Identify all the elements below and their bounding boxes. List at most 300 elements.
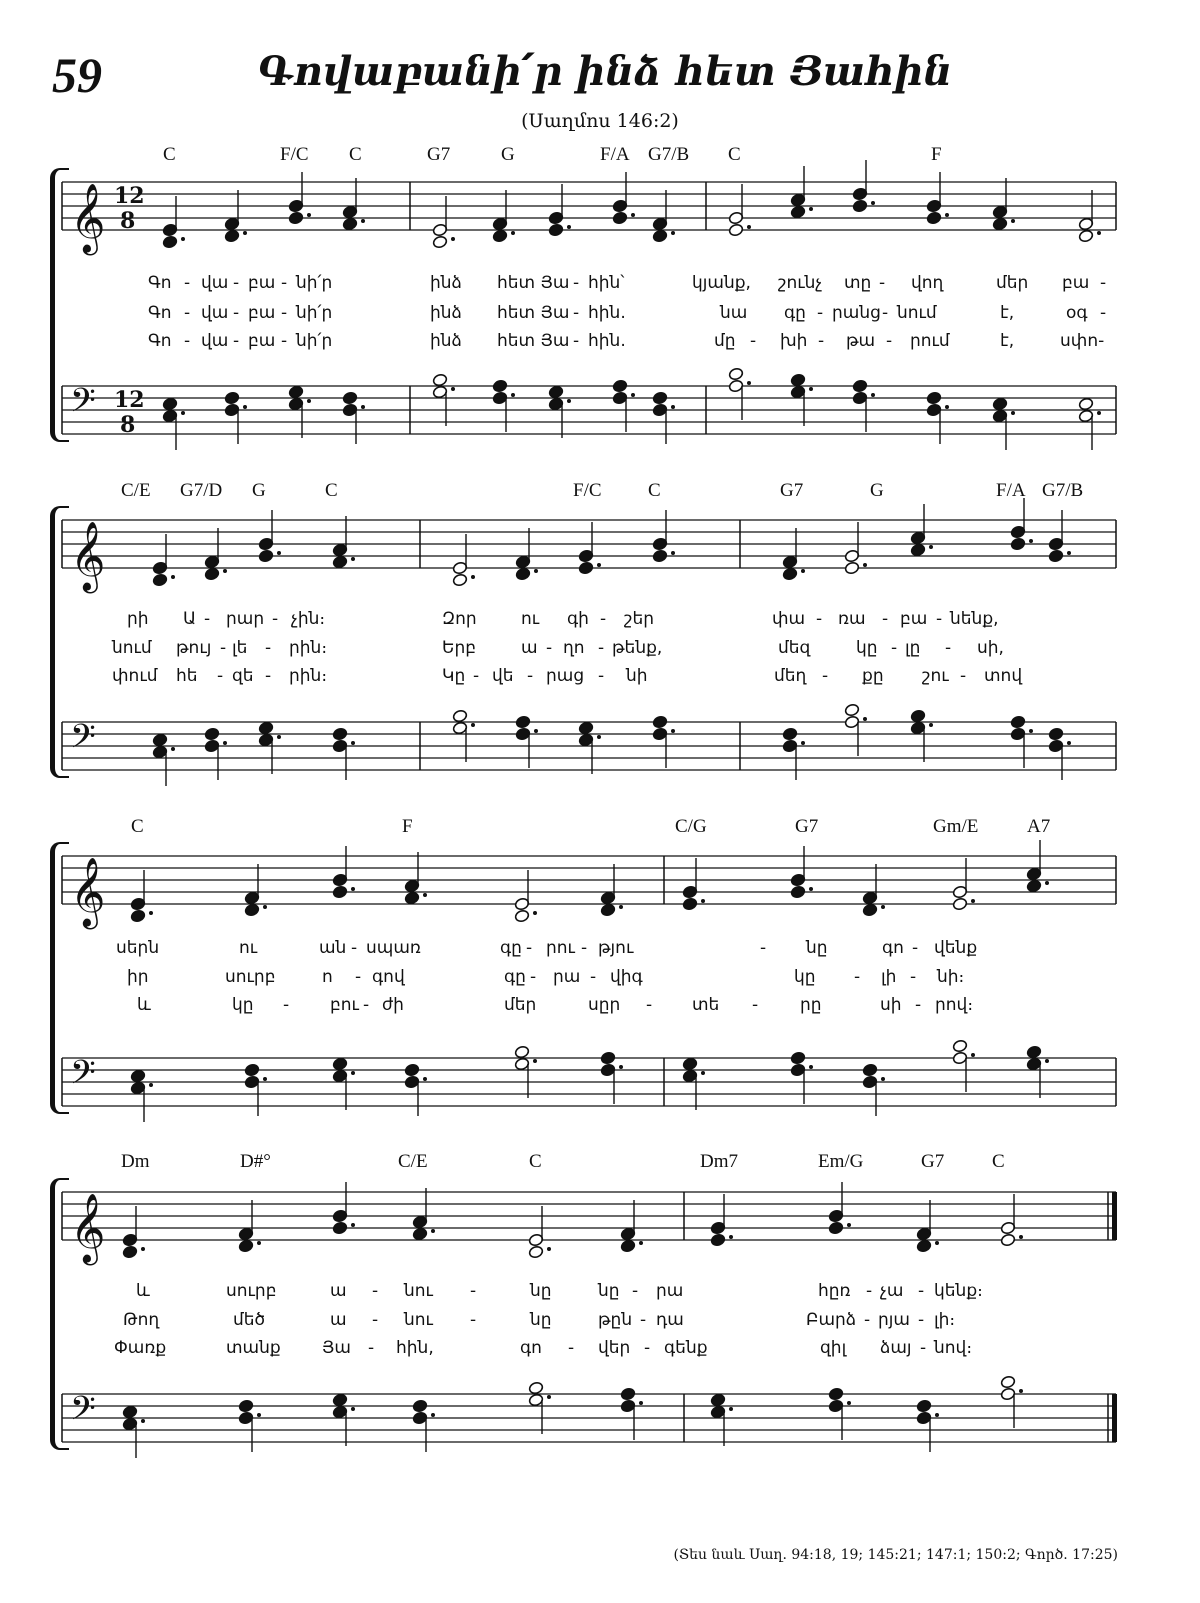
lyric-syllable: է, (1000, 331, 1015, 351)
lyric-hyphen: - (920, 1338, 927, 1358)
note-chord (578, 522, 601, 575)
note-head (1078, 229, 1094, 243)
dot (929, 545, 933, 549)
lyric-syllable: րյա (878, 1310, 910, 1330)
chord-symbol: F/C (573, 480, 602, 501)
lyric-syllable: ո (322, 967, 333, 987)
lyric-syllable: նը (530, 1310, 552, 1330)
dot (1029, 539, 1033, 543)
note-head (224, 229, 240, 243)
note-head (412, 1227, 428, 1241)
note-head (710, 1393, 726, 1407)
note-head (782, 567, 798, 581)
lyric-syllable: մեր (504, 995, 537, 1015)
dot (1045, 881, 1049, 885)
lyric-syllable: Գո (148, 273, 172, 293)
note-chord (790, 1051, 813, 1104)
lyric-syllable: նի։ (937, 967, 965, 987)
note-chord (782, 528, 805, 581)
chord-symbol: C/E (398, 1151, 428, 1172)
lyric-syllable: զե (232, 666, 254, 686)
lyric-hyphen: - (879, 273, 886, 293)
note-chord (828, 1182, 851, 1235)
note-head (332, 885, 348, 899)
lyric-syllable: լը (905, 638, 921, 658)
lyric-hyphen: - (473, 666, 480, 686)
final-barline-thick (1112, 1394, 1117, 1442)
note-chord (1000, 1375, 1023, 1428)
note-chord (828, 1387, 851, 1440)
note-head (548, 385, 564, 399)
note-head (578, 561, 594, 575)
note-head (926, 211, 942, 225)
note-chord (288, 385, 311, 438)
note-chord (432, 373, 455, 426)
lyric-syllable: Յա (322, 1338, 351, 1358)
chord-symbol: F (402, 816, 413, 837)
note-head (652, 229, 668, 243)
note-head (652, 549, 668, 563)
note-head (620, 1387, 636, 1401)
lyric-hyphen: - (598, 666, 605, 686)
chord-symbol: F/A (600, 144, 630, 165)
treble-clef-icon: 𝄞 (70, 1193, 106, 1263)
dot (471, 575, 475, 579)
note-head (332, 1393, 348, 1407)
lyric-hyphen: - (886, 331, 893, 351)
dot (631, 213, 635, 217)
lyric-syllable: ինձ (430, 303, 462, 323)
lyric-syllable: վեր (598, 1338, 631, 1358)
dot (533, 911, 537, 915)
lyric-syllable: րին։ (289, 638, 328, 658)
dot (181, 237, 185, 241)
note-chord (514, 870, 537, 923)
lyric-syllable: բա (248, 303, 276, 323)
lyric-hyphen: - (632, 1281, 639, 1301)
note-head (1026, 879, 1042, 893)
lyric-hyphen: - (470, 1281, 477, 1301)
lyric-hyphen: - (573, 273, 580, 293)
note-head (612, 379, 628, 393)
lyric-syllable: րաց (546, 666, 585, 686)
lyric-syllable: հին. (588, 303, 626, 323)
note-chord (790, 846, 813, 899)
dot (871, 201, 875, 205)
lyric-syllable: է, (1000, 303, 1015, 323)
chord-symbol: D#° (240, 1151, 271, 1172)
lyric-syllable: րու (546, 938, 575, 958)
note-head (916, 1239, 932, 1253)
note-head (122, 1405, 138, 1419)
chord-symbol: C (728, 144, 741, 165)
note-chord (1026, 840, 1049, 893)
dot (511, 231, 515, 235)
dot (423, 1077, 427, 1081)
dot (809, 1065, 813, 1069)
dot (881, 905, 885, 909)
note-head (926, 391, 942, 405)
lyric-hyphen: - (912, 938, 919, 958)
note-chord (514, 1045, 537, 1098)
lyric-syllable: ա (330, 1310, 347, 1330)
dot (451, 237, 455, 241)
lyric-hyphen: - (281, 303, 288, 323)
note-chord (130, 1069, 153, 1122)
lyric-syllable: կենք։ (934, 1281, 983, 1301)
lyric-syllable: հըռ (818, 1281, 851, 1301)
bass-clef-icon: 𝄢 (70, 1390, 96, 1436)
lyric-syllable: և (136, 1281, 150, 1301)
dot (547, 1247, 551, 1251)
note-chord (332, 727, 355, 780)
note-chord (1010, 715, 1033, 768)
note-head (844, 561, 860, 575)
dot (631, 393, 635, 397)
dot (619, 1065, 623, 1069)
note-head (258, 549, 274, 563)
treble-staff (0, 842, 1200, 932)
dot (351, 1223, 355, 1227)
lyric-hyphen: - (530, 967, 537, 987)
lyric-hyphen: - (265, 638, 272, 658)
note-head (728, 367, 744, 381)
bass-staff (0, 708, 1200, 798)
chord-symbol: Dm (121, 1151, 150, 1172)
note-head (452, 709, 468, 723)
chord-symbol: C (529, 1151, 542, 1172)
note-head (1010, 715, 1026, 729)
dot (534, 569, 538, 573)
note-head (952, 897, 968, 911)
note-chord (578, 721, 601, 774)
lyric-hyphen: - (910, 967, 917, 987)
note-chord (432, 196, 455, 249)
lyric-syllable: ժի (382, 995, 404, 1015)
lyric-hyphen: - (573, 331, 580, 351)
lyric-syllable: գը (784, 303, 806, 323)
dot (747, 225, 751, 229)
dot (701, 899, 705, 903)
lyric-syllable: տե (692, 995, 720, 1015)
lyric-syllable: շու (922, 666, 949, 686)
dot (671, 231, 675, 235)
note-head (828, 1221, 844, 1235)
lyric-hyphen: - (220, 638, 227, 658)
lyric-syllable: վա (201, 331, 229, 351)
dot (451, 387, 455, 391)
note-chord (862, 864, 885, 917)
chord-symbol: G7 (921, 1151, 945, 1172)
lyric-syllable: շեր (624, 609, 655, 629)
lyric-hyphen: - (372, 1281, 379, 1301)
lyric-hyphen: - (752, 995, 759, 1015)
dot (729, 1235, 733, 1239)
lyric-syllable: հետ Յա (497, 303, 570, 323)
dot (1019, 1235, 1023, 1239)
note-chord (258, 510, 281, 563)
lyric-syllable: Ա (183, 609, 197, 629)
bass-staff (0, 1044, 1200, 1134)
lyric-syllable: գո (520, 1338, 542, 1358)
bass-clef-icon: 𝄢 (70, 382, 96, 428)
dot (181, 411, 185, 415)
chord-symbol: C (163, 144, 176, 165)
lyric-syllable: մը (714, 331, 736, 351)
lyric-syllable: վիգ (610, 967, 643, 987)
dot (847, 1401, 851, 1405)
note-chord (652, 510, 675, 563)
lyric-syllable: Երբ (442, 638, 476, 658)
dot (351, 557, 355, 561)
dot (171, 747, 175, 751)
chord-symbol: G7/B (1042, 480, 1084, 501)
note-head (548, 223, 564, 237)
lyric-syllable: փա (772, 609, 806, 629)
chord-symbol: G (501, 144, 515, 165)
note-head (515, 715, 531, 729)
note-head (1000, 1233, 1016, 1247)
dot (257, 1413, 261, 1417)
lyric-syllable: վող (911, 273, 944, 293)
note-chord (910, 504, 933, 557)
lyric-syllable: սուրբ (225, 967, 276, 987)
lyric-syllable: թա (846, 331, 876, 351)
note-chord (1026, 1045, 1049, 1098)
note-head (204, 727, 220, 741)
lyric-syllable: և (137, 995, 151, 1015)
time-signature-numerator: 12 (114, 387, 145, 413)
treble-staff (0, 1178, 1200, 1268)
note-head (1048, 727, 1064, 741)
lyric-hyphen: - (600, 609, 607, 629)
lyric-hyphen: - (204, 609, 211, 629)
lyric-hyphen: - (265, 666, 272, 686)
final-barline-thick (1112, 1192, 1117, 1240)
note-chord (288, 172, 311, 225)
lyric-syllable: նը (806, 938, 828, 958)
dot (534, 729, 538, 733)
note-chord (1048, 727, 1071, 780)
dot (567, 225, 571, 229)
dot (149, 1083, 153, 1087)
chord-symbol: F (931, 144, 942, 165)
lyric-syllable: րում (910, 331, 950, 351)
lyric-syllable: գով (372, 967, 405, 987)
dot (1019, 1389, 1023, 1393)
note-chord (1048, 510, 1071, 563)
note-chord (122, 1206, 145, 1259)
note-head (600, 1051, 616, 1065)
note-head (342, 217, 358, 231)
lyric-syllable: շունչ (778, 273, 823, 293)
dot (863, 563, 867, 567)
dot (351, 887, 355, 891)
lyric-hyphen: - (590, 967, 597, 987)
chord-symbol: Dm7 (700, 1151, 738, 1172)
lyric-syllable: մեծ (233, 1310, 266, 1330)
lyric-syllable: սուրբ (226, 1281, 277, 1301)
lyric-hyphen: - (368, 1338, 375, 1358)
dot (307, 213, 311, 217)
chord-symbol: C (648, 480, 661, 501)
lyric-hyphen: - (760, 938, 767, 958)
note-head (620, 1239, 636, 1253)
lyric-syllable: վա (201, 273, 229, 293)
note-chord (342, 391, 365, 444)
dot (533, 1059, 537, 1063)
lyric-syllable: հետ Յա (497, 273, 570, 293)
note-chord (1078, 190, 1101, 243)
note-head (432, 373, 448, 387)
note-head (162, 397, 178, 411)
lyric-hyphen: - (363, 995, 370, 1015)
note-head (238, 1399, 254, 1413)
note-head (130, 909, 146, 923)
lyric-syllable: նա (720, 303, 748, 323)
dot (263, 905, 267, 909)
note-chord (548, 385, 571, 438)
dot (1011, 411, 1015, 415)
lyric-syllable: չին։ (291, 609, 326, 629)
chord-symbol: A7 (1027, 816, 1051, 837)
lyric-syllable: րանց (832, 303, 881, 323)
lyric-syllable: հին, (396, 1338, 434, 1358)
lyric-syllable: սպառ (366, 938, 421, 958)
lyric-hyphen: - (1100, 303, 1107, 323)
dot (809, 387, 813, 391)
lyric-hyphen: - (573, 303, 580, 323)
note-chord (790, 166, 813, 219)
time-signature-numerator: 12 (114, 183, 145, 209)
note-head (288, 385, 304, 399)
lyric-hyphen: - (750, 331, 757, 351)
lyric-syllable: րը (800, 995, 822, 1015)
lyric-hyphen: - (918, 1310, 925, 1330)
lyric-hyphen: - (546, 638, 553, 658)
note-head (828, 1387, 844, 1401)
dot (1045, 1059, 1049, 1063)
lyric-hyphen: - (915, 995, 922, 1015)
note-head (790, 205, 806, 219)
note-head (332, 727, 348, 741)
note-chord (152, 534, 175, 587)
lyric-syllable: հե (176, 666, 198, 686)
lyric-syllable: ու (521, 609, 540, 629)
note-head (412, 1399, 428, 1413)
lyric-syllable: րով։ (935, 995, 974, 1015)
chord-symbol: F/C (280, 144, 309, 165)
dot (431, 1229, 435, 1233)
lyric-syllable: օգ (1066, 303, 1088, 323)
dot (567, 399, 571, 403)
note-chord (926, 391, 949, 444)
note-head (790, 1051, 806, 1065)
lyric-syllable: տանք (226, 1338, 281, 1358)
lyric-syllable: նը (598, 1281, 620, 1301)
note-head (1000, 1375, 1016, 1389)
note-head (152, 733, 168, 747)
lyric-syllable: վա (201, 303, 229, 323)
lyric-syllable: փում (112, 666, 158, 686)
note-chord (204, 727, 227, 780)
note-head (916, 1399, 932, 1413)
lyric-syllable: զիլ (820, 1338, 847, 1358)
note-chord (528, 1206, 551, 1259)
lyric-hyphen: - (882, 303, 889, 323)
lyric-hyphen: - (598, 638, 605, 658)
dot (671, 729, 675, 733)
chord-symbol: C (349, 144, 362, 165)
bass-clef-icon: 𝄢 (70, 1054, 96, 1100)
note-chord (600, 864, 623, 917)
lyric-syllable: սըր (588, 995, 621, 1015)
note-chord (452, 534, 475, 587)
note-chord (710, 1194, 733, 1247)
lyric-syllable: րին։ (289, 666, 328, 686)
note-head (244, 903, 260, 917)
lyric-syllable: նի՛ր (296, 273, 333, 293)
note-head (790, 885, 806, 899)
dot (431, 1413, 435, 1417)
dot (801, 569, 805, 573)
lyric-syllable: թյու (598, 938, 634, 958)
lyric-hyphen: - (283, 995, 290, 1015)
note-head (515, 567, 531, 581)
dot (1097, 231, 1101, 235)
lyric-hyphen: - (470, 1310, 477, 1330)
dot (351, 741, 355, 745)
dot (597, 735, 601, 739)
dot (701, 1071, 705, 1075)
lyric-syllable: գենք (664, 1338, 708, 1358)
treble-staff (0, 506, 1200, 596)
dot (141, 1419, 145, 1423)
lyric-syllable: դա (656, 1310, 684, 1330)
chord-symbol: G (252, 480, 266, 501)
dot (257, 1241, 261, 1245)
hymn-number: 59 (52, 47, 102, 103)
lyric-syllable: ձայ (880, 1338, 912, 1358)
lyric-syllable: բու (330, 995, 359, 1015)
note-head (528, 1381, 544, 1395)
note-head (404, 891, 420, 905)
note-head (578, 721, 594, 735)
lyric-syllable: րար (226, 609, 265, 629)
note-chord (515, 528, 538, 581)
lyric-syllable: թույ (176, 638, 212, 658)
note-head (492, 229, 508, 243)
lyric-syllable: կը (794, 967, 816, 987)
lyric-syllable: բա (1062, 273, 1090, 293)
lyric-syllable: թըն (598, 1310, 633, 1330)
note-head (862, 903, 878, 917)
note-chord (910, 709, 933, 762)
note-chord (130, 870, 153, 923)
lyric-syllable: մեղ (774, 666, 807, 686)
note-head (682, 897, 698, 911)
lyric-syllable: քը (862, 666, 884, 686)
note-chord (412, 1399, 435, 1452)
lyric-hyphen: - (351, 938, 358, 958)
chord-symbol: G7/B (648, 144, 690, 165)
lyric-syllable: սերն (116, 938, 160, 958)
treble-staff (0, 168, 1200, 258)
note-head (782, 727, 798, 741)
note-chord (844, 703, 867, 756)
chord-symbol: G7 (780, 480, 804, 501)
note-head (600, 903, 616, 917)
